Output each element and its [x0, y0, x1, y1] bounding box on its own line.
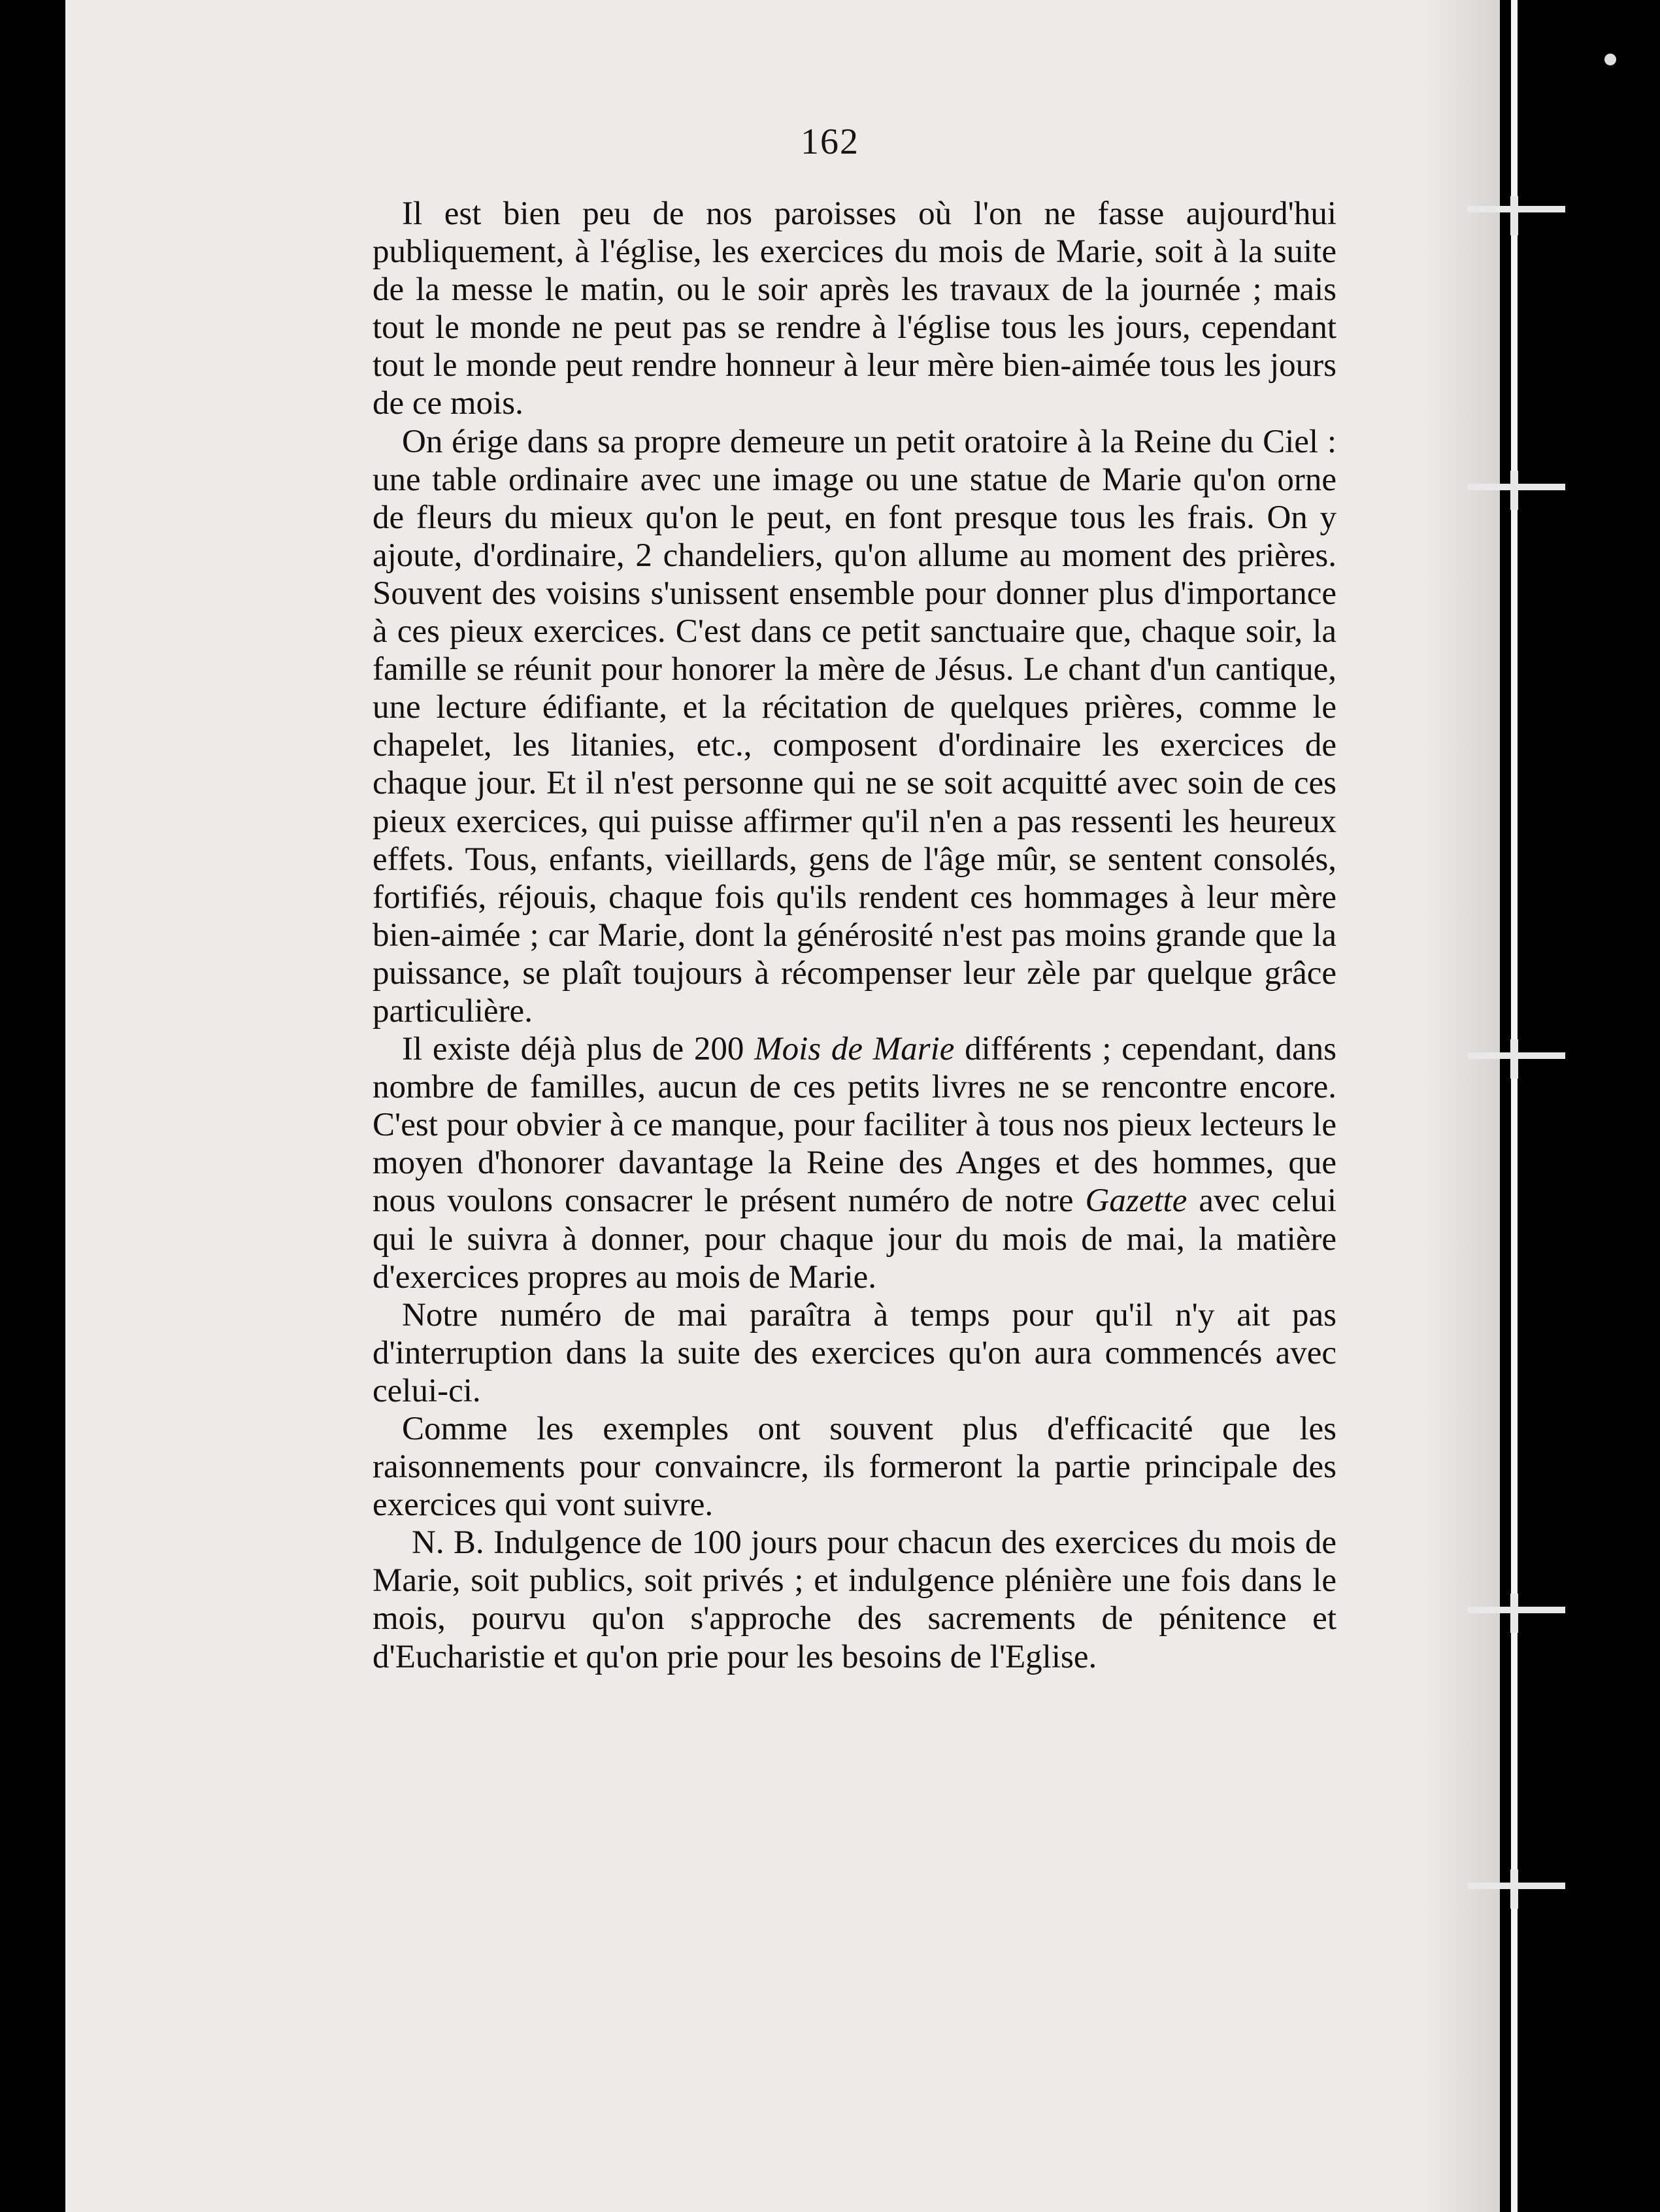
binding-mark-stem [1510, 1594, 1518, 1633]
italic-title-gazette: Gazette [1085, 1182, 1187, 1220]
binding-mark-stem [1510, 471, 1518, 510]
binding-mark-stem [1510, 196, 1518, 235]
body-text [373, 195, 1336, 1676]
paragraph-nota-bene: N. B. Indulgence de 100 jours pour chacun des exercices du mois de Marie, soit publics, soit privés ; et indulgence plénière une fois dans le mois, pourvu qu'on s'approche des sacrements de pénitence et d'Eucharistie et qu'on prie pour les besoins de l'Eglise. [373, 1524, 1336, 1675]
page-gutter-shadow [1425, 0, 1500, 2212]
scan-speck [1604, 54, 1616, 65]
paragraph-numero-de-mai: Notre numéro de mai paraîtra à temps pour qu'il n'y ait pas d'interruption dans la suite des exercices qu'on aura commencés avec celui-ci. [373, 1296, 1336, 1409]
binding-mark-stem [1510, 1869, 1518, 1909]
paragraph-gazette-part2: différents ; cependant, dans nombre de familles, aucun de ces petits livres ne se rencontre encore. C'est pour obvier à ce manque, pour faciliter à tous nos pieux lecteurs le moyen d'honorer davantage la Reine des Anges et des hommes, que nous voulons consacrer le présent numéro de notre [373, 1031, 1336, 1220]
paragraph-gazette-part1: Il existe déjà plus de 200 [402, 1031, 755, 1068]
paragraph-gazette-part3: avec celui qui le suivra à donner, pour chaque jour du mois de mai, la matière d'exercices propres au mois de Marie. [373, 1182, 1336, 1296]
paragraph-gazette [373, 1030, 1336, 1296]
page-number: 162 [801, 122, 859, 162]
binding-mark-stem [1510, 1039, 1518, 1079]
paragraph-oratoire: On érige dans sa propre demeure un petit oratoire à la Reine du Ciel : une table ordinaire avec une image ou une statue de Marie qu'on orne de fleurs du mieux qu'on le peut, en font presque tous les frais. On y ajoute, d'ordinaire, 2 chandeliers, qu'on allume au moment des prières. Souvent des voisins s'unissent ensemble pour donner plus d'importance à ces pieux exercices. C'est dans ce petit sanctuaire que, chaque soir, la famille se réunit pour honorer la mère de Jésus. Le chant d'un cantique, une lecture édifiante, et la récitation de quelques prières, comme le chapelet, les litanies, etc., composent d'ordinaire les exercices de chaque jour. Et il n'est personne qui ne se soit acquitté avec soin de ces pieux exercices, qui puisse affirmer qu'il n'en a pas ressenti les heureux effets. Tous, enfants, vieillards, gens de l'âge mûr, se sentent consolés, fortifiés, réjouis, chaque fois qu'ils rendent ces hommages à leur mère bien-aimée ; car Marie, dont la générosité n'est pas moins grande que la puissance, se plaît toujours à récompenser leur zèle par quelque grâce particulière. [373, 423, 1336, 1030]
italic-title-mois-de-marie: Mois de Marie [754, 1031, 955, 1068]
paragraph-exemples: Comme les exemples ont souvent plus d'efficacité que les raisonnements pour convaincre, ils formeront la partie principale des exercices qui vont suivre. [373, 1411, 1336, 1524]
paragraph-mois-de-marie-intro: Il est bien peu de nos paroisses où l'on ne fasse aujourd'hui publiquement, à l'église, les exercices du mois de Marie, soit à la suite de la messe le matin, ou le soir après les travaux de la journée ; mais tout le monde ne peut pas se rendre à l'église tous les jours, cependant tout le monde peut rendre honneur à leur mère bien-aimée tous les jours de ce mois. [373, 195, 1336, 422]
